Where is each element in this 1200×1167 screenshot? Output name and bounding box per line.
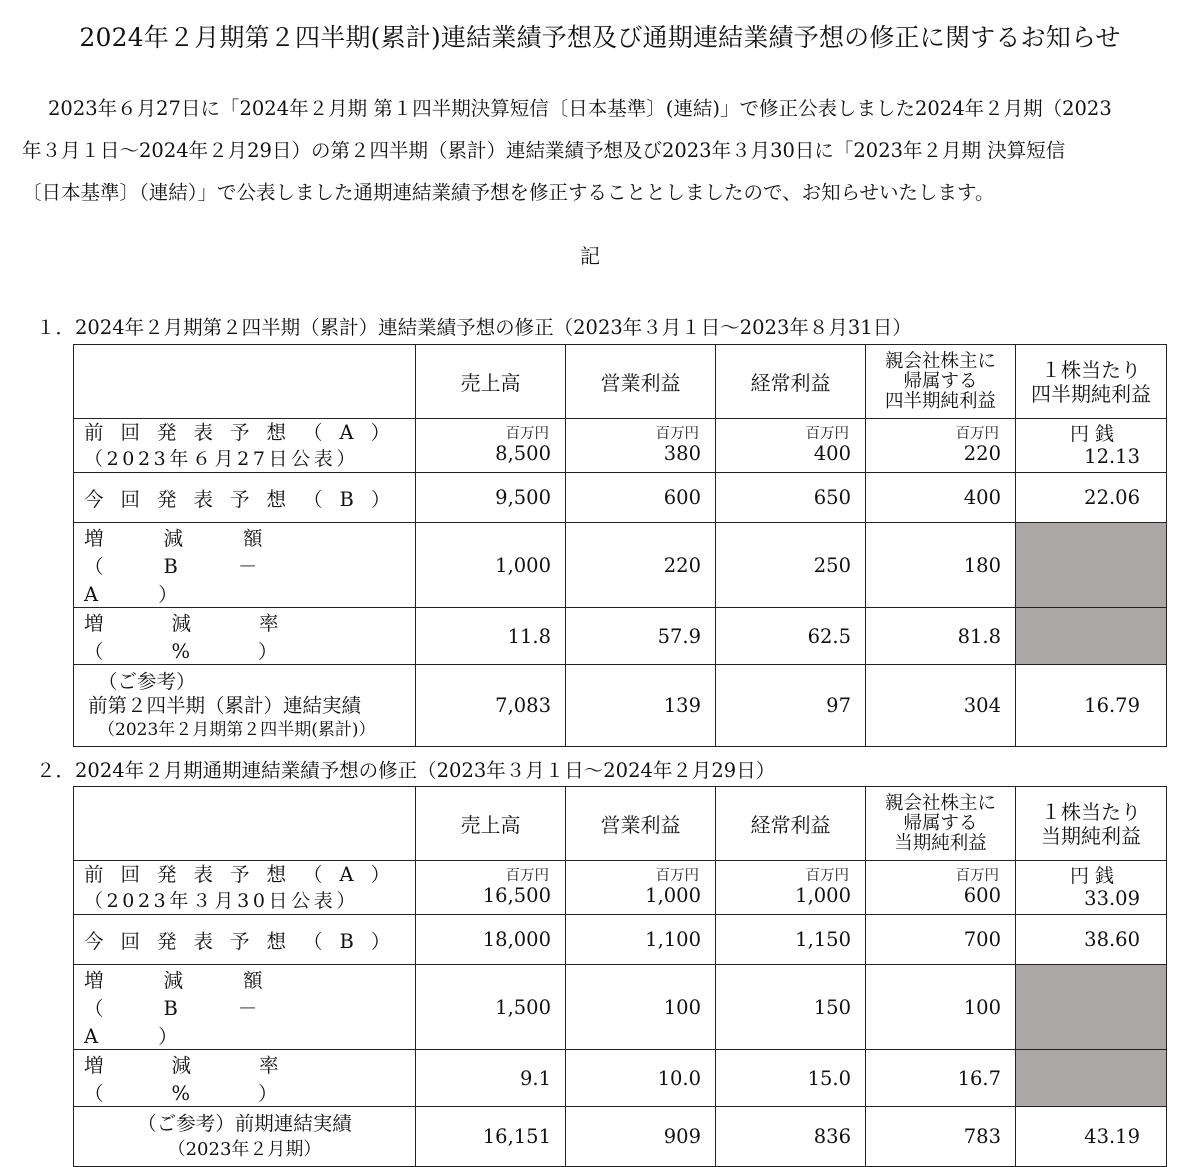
label-reference-line2: 前第２四半期（累計）連結実績: [88, 693, 362, 717]
cell-curr-operating: 1,100: [566, 915, 716, 965]
cell-ref-net: 783: [866, 1107, 1016, 1167]
header-net-income: [866, 345, 1016, 419]
table-row-rate: [74, 1050, 1167, 1107]
unit-label: 円 銭: [1069, 864, 1115, 887]
cell-diff-ordinary: 250: [716, 523, 866, 608]
label-previous-line1: [84, 420, 408, 446]
unit-label: 円 銭: [1069, 422, 1115, 445]
label-reference-line1: （ご参考）: [98, 669, 196, 693]
section1-table: [73, 344, 1167, 747]
unit-label: 百万円: [955, 867, 999, 884]
value: 380: [663, 441, 701, 465]
cell-prev-operating: [566, 419, 716, 473]
cell-diff-eps-shaded: [1016, 965, 1167, 1050]
document-title: 2024年２月期第２四半期(累計)連結業績予想及び通期連結業績予想の修正に関するお知らせ: [79, 23, 1121, 52]
label-rate-text: 増減率（%）: [84, 612, 347, 663]
row-label-difference: [74, 523, 416, 608]
value: 220: [963, 441, 1001, 465]
table-row-current-forecast: [74, 915, 1167, 965]
cell-diff-net: 180: [866, 523, 1016, 608]
table-row-current-forecast: [74, 473, 1167, 523]
header-ordinary-profit: 経常利益: [716, 787, 866, 861]
table-row-reference: [74, 1107, 1167, 1167]
intro-paragraph: [22, 88, 1172, 214]
header-net-income-line1: 親会社株主に: [884, 350, 996, 372]
cell-prev-sales: [416, 861, 566, 915]
unit-label: 百万円: [655, 867, 699, 884]
cell-ref-sales: 7,083: [416, 665, 566, 747]
cell-rate-ordinary: 62.5: [716, 608, 866, 665]
header-net-income-line1: 親会社株主に: [884, 792, 996, 814]
row-label-reference: [74, 665, 416, 747]
table-row-rate: [74, 608, 1167, 665]
header-sales: 売上高: [416, 787, 566, 861]
unit-label: 百万円: [805, 425, 849, 442]
cell-diff-sales: 1,500: [416, 965, 566, 1050]
label-reference-line2: （2023年２月期）: [167, 1138, 322, 1160]
cell-prev-net: [866, 419, 1016, 473]
ki-mark: 記: [580, 244, 600, 268]
label-previous-line2: [84, 888, 403, 914]
label-rate-text: 増減率（%）: [84, 1054, 347, 1105]
header-blank-cell: [74, 345, 416, 419]
table-row-reference: [74, 665, 1167, 747]
value: 12.13: [1084, 444, 1140, 468]
cell-curr-net: 400: [866, 473, 1016, 523]
row-label-difference: [74, 965, 416, 1050]
header-net-income-line2: 帰属する: [903, 812, 978, 834]
cell-diff-ordinary: 150: [716, 965, 866, 1050]
label-difference-text: 増減額（B－A）: [84, 527, 323, 606]
table-row-previous-forecast: [74, 861, 1167, 915]
cell-ref-sales: 16,151: [416, 1107, 566, 1167]
row-label-reference: [74, 1107, 416, 1167]
row-label-rate: [74, 1050, 416, 1107]
intro-line-1: 2023年６月27日に「2024年２月期 第１四半期決算短信〔日本基準〕(連結)」で修正公表しました2024年２月期（2023: [48, 97, 1112, 120]
cell-curr-eps: 38.60: [1016, 915, 1167, 965]
header-eps-line2: 四半期純利益: [1031, 381, 1151, 406]
cell-rate-sales: 9.1: [416, 1050, 566, 1107]
table-row-difference: [74, 965, 1167, 1050]
label-previous-date: （2023年３月30日公表）: [84, 889, 359, 912]
cell-prev-sales: [416, 419, 566, 473]
section2-heading: ２．2024年２月期通期連結業績予想の修正（2023年３月１日～2024年２月29日）: [36, 759, 776, 782]
cell-curr-sales: 9,500: [416, 473, 566, 523]
unit-label: 百万円: [505, 425, 549, 442]
label-current-text: 今回発表予想（B）: [84, 929, 408, 953]
cell-rate-net: 16.7: [866, 1050, 1016, 1107]
cell-diff-operating: 220: [566, 523, 716, 608]
cell-prev-eps: [1016, 419, 1167, 473]
label-reference-line1: （ご参考）前期連結実績: [137, 1111, 352, 1135]
table-row-previous-forecast: [74, 419, 1167, 473]
table-header-row: [74, 787, 1167, 861]
value: 33.09: [1084, 886, 1140, 910]
cell-ref-operating: 139: [566, 665, 716, 747]
cell-rate-operating: 57.9: [566, 608, 716, 665]
cell-prev-eps: [1016, 861, 1167, 915]
section1-heading: １．2024年２月期第２四半期（累計）連結業績予想の修正（2023年３月１日～2023年８月31日）: [36, 316, 912, 339]
cell-curr-eps: 22.06: [1016, 473, 1167, 523]
header-eps: [1016, 345, 1167, 419]
row-label-current: [74, 473, 416, 523]
label-previous-text: 前回発表予想（A）: [84, 862, 408, 886]
header-eps-line1: １株当たり: [1041, 799, 1141, 824]
label-previous-line2: [84, 446, 403, 472]
cell-rate-net: 81.8: [866, 608, 1016, 665]
unit-label: 百万円: [955, 425, 999, 442]
value: 600: [963, 883, 1001, 907]
cell-ref-operating: 909: [566, 1107, 716, 1167]
cell-rate-eps-shaded: [1016, 608, 1167, 665]
table-header-row: [74, 345, 1167, 419]
cell-prev-ordinary: [716, 861, 866, 915]
header-sales: 売上高: [416, 345, 566, 419]
row-label-previous: [74, 419, 416, 473]
label-previous-line1: [84, 862, 408, 888]
cell-curr-ordinary: 1,150: [716, 915, 866, 965]
cell-ref-eps: 16.79: [1016, 665, 1167, 747]
unit-label: 百万円: [655, 425, 699, 442]
label-difference-text: 増減額（B－A）: [84, 969, 323, 1048]
header-operating-profit: 営業利益: [566, 345, 716, 419]
header-eps: [1016, 787, 1167, 861]
value: 1,000: [795, 883, 851, 907]
row-label-rate: [74, 608, 416, 665]
intro-line-3: 〔日本基準〕（連結）」で公表しました通期連結業績予想を修正することとしましたので、お知らせいたします。: [22, 181, 995, 204]
header-operating-profit: 営業利益: [566, 787, 716, 861]
cell-prev-ordinary: [716, 419, 866, 473]
value: 8,500: [495, 441, 551, 465]
row-label-previous: [74, 861, 416, 915]
label-reference-line3: （2023年２月期第２四半期(累計)）: [98, 719, 376, 740]
cell-ref-net: 304: [866, 665, 1016, 747]
label-current-text: 今回発表予想（B）: [84, 487, 408, 511]
cell-ref-ordinary: 97: [716, 665, 866, 747]
cell-diff-operating: 100: [566, 965, 716, 1050]
cell-diff-sales: 1,000: [416, 523, 566, 608]
cell-curr-net: 700: [866, 915, 1016, 965]
cell-curr-ordinary: 650: [716, 473, 866, 523]
cell-diff-net: 100: [866, 965, 1016, 1050]
cell-prev-net: [866, 861, 1016, 915]
header-eps-line2: 当期純利益: [1041, 823, 1141, 848]
cell-rate-sales: 11.8: [416, 608, 566, 665]
cell-curr-sales: 18,000: [416, 915, 566, 965]
value: 400: [813, 441, 851, 465]
cell-rate-ordinary: 15.0: [716, 1050, 866, 1107]
intro-line-2: 年３月１日～2024年２月29日）の第２四半期（累計）連結業績予想及び2023年３月30日に「2023年２月期 決算短信: [22, 139, 1066, 162]
unit-label: 百万円: [805, 867, 849, 884]
cell-rate-eps-shaded: [1016, 1050, 1167, 1107]
cell-curr-operating: 600: [566, 473, 716, 523]
cell-ref-eps: 43.19: [1016, 1107, 1167, 1167]
cell-prev-operating: [566, 861, 716, 915]
header-net-income: [866, 787, 1016, 861]
cell-diff-eps-shaded: [1016, 523, 1167, 608]
value: 16,500: [482, 883, 551, 907]
header-net-income-line3: 当期純利益: [894, 832, 987, 854]
value: 1,000: [645, 883, 701, 907]
header-net-income-line2: 帰属する: [903, 370, 978, 392]
header-ordinary-profit: 経常利益: [716, 345, 866, 419]
row-label-current: [74, 915, 416, 965]
label-previous-date: （2023年６月27日公表）: [84, 447, 359, 470]
header-net-income-line3: 四半期純利益: [884, 390, 996, 412]
unit-label: 百万円: [505, 867, 549, 884]
cell-rate-operating: 10.0: [566, 1050, 716, 1107]
header-eps-line1: １株当たり: [1041, 357, 1141, 382]
cell-ref-ordinary: 836: [716, 1107, 866, 1167]
table-row-difference: [74, 523, 1167, 608]
section2-table: [73, 786, 1167, 1167]
label-previous-text: 前回発表予想（A）: [84, 420, 408, 444]
header-blank-cell: [74, 787, 416, 861]
